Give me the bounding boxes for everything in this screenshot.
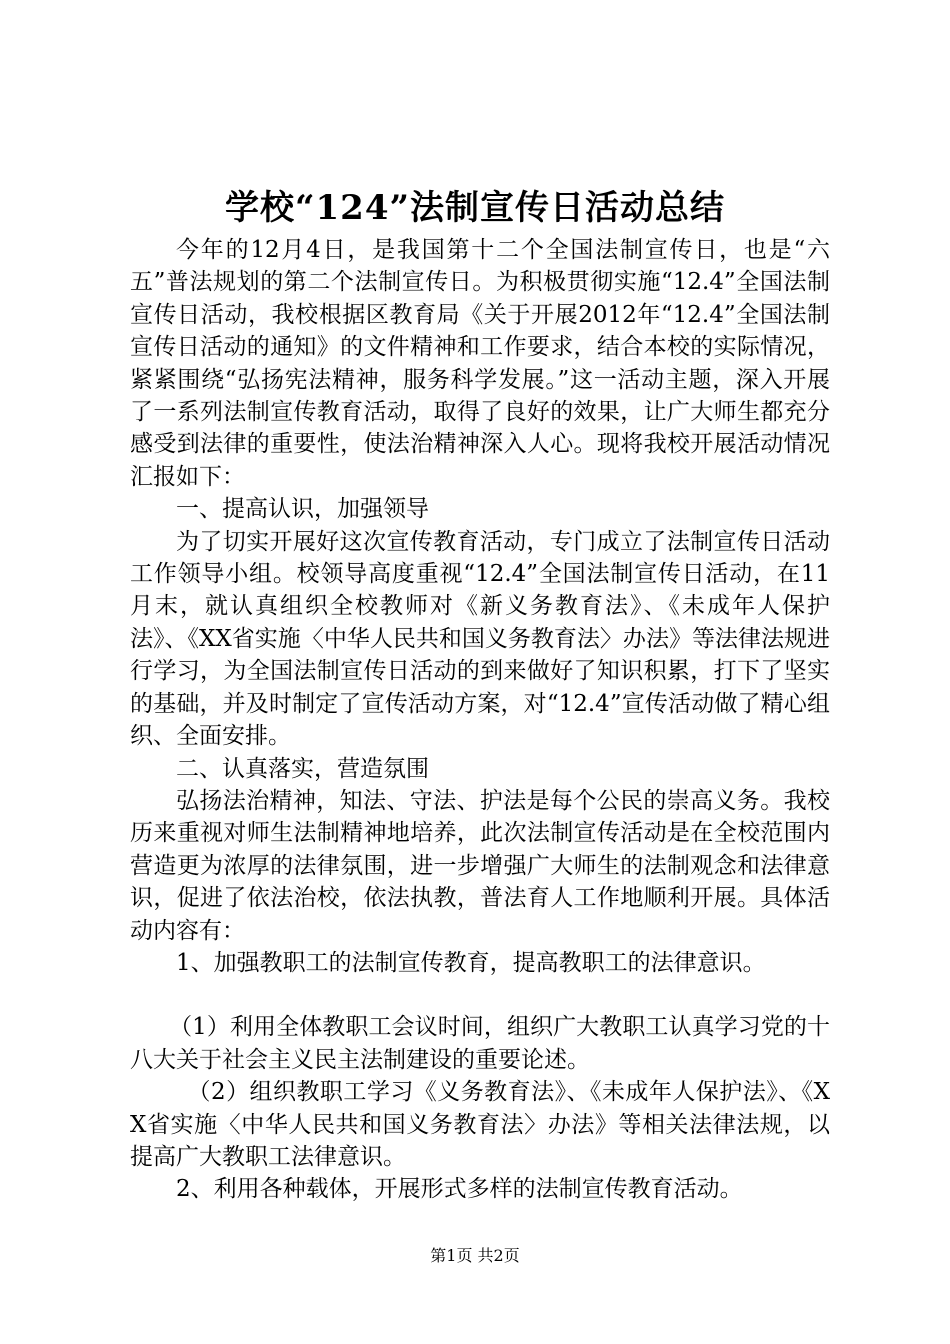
document-title: 学校“124”法制宣传日活动总结: [224, 188, 726, 228]
item-1-sub-2: （2）组织教职工学习《义务教育法》、《未成年人保护法》、《XX省实施〈中华人民共和国义务教育法〉办法》等相关法律法规，以提高广大教职工法律意识。: [130, 1079, 830, 1170]
item-1-sub-1: （1）利用全体教职工会议时间，组织广大教职工认真学习党的十八大关于社会主义民主法制建设的重要论述。: [130, 1014, 830, 1073]
section-1-paragraph: 为了切实开展好这次宣传教育活动，专门成立了法制宣传日活动工作领导小组。校领导高度重视“12.4”全国法制宣传日活动，在11月末，就认真组织全校教师对《新义务教育法》、《未成年人保护法》、《XX省实施〈中华人民共和国义务教育法〉办法》等法律法规进行学习，为全国法制宣传日活动的到来做好了知识积累，打下了坚实的基础，并及时制定了宣传活动方案，对“12.4”宣传活动做了精心组织、全面安排。: [130, 528, 830, 750]
section-heading-2: 二、认真落实，营造氛围: [176, 755, 429, 782]
page-footer: 第1页 共2页: [430, 1246, 520, 1265]
section-2-paragraph: 弘扬法治精神，知法、守法、护法是每个公民的崇高义务。我校历来重视对师生法制精神地培养，此次法制宣传活动是在全校范围内营造更为浓厚的法律氛围，进一步增强广大师生的法制观念和法律意识，促进了依法治校，依法执教，普法育人工作地顺利开展。具体活动内容有：: [130, 787, 830, 944]
document-body: [130, 234, 830, 1206]
blank-line: [130, 979, 830, 1011]
item-2-heading: 2、利用各种载体，开展形式多样的法制宣传教育活动。: [176, 1176, 743, 1203]
section-heading-1: 一、提高认识，加强领导: [176, 496, 429, 523]
intro-paragraph: 今年的12月4日，是我国第十二个全国法制宣传日，也是“六五”普法规划的第二个法制宣传日。为积极贯彻实施“12.4”全国法制宣传日活动，我校根据区教育局《关于开展2012年“12.4”全国法制宣传日活动的通知》的文件精神和工作要求，结合本校的实际情况，紧紧围绕“弘扬宪法精神，服务科学发展。”这一活动主题，深入开展了一系列法制宣传教育活动，取得了良好的效果，让广大师生都充分感受到法律的重要性，使法治精神深入人心。现将我校开展活动情况汇报如下：: [130, 237, 830, 490]
item-1-heading: 1、加强教职工的法制宣传教育，提高教职工的法律意识。: [176, 949, 766, 976]
